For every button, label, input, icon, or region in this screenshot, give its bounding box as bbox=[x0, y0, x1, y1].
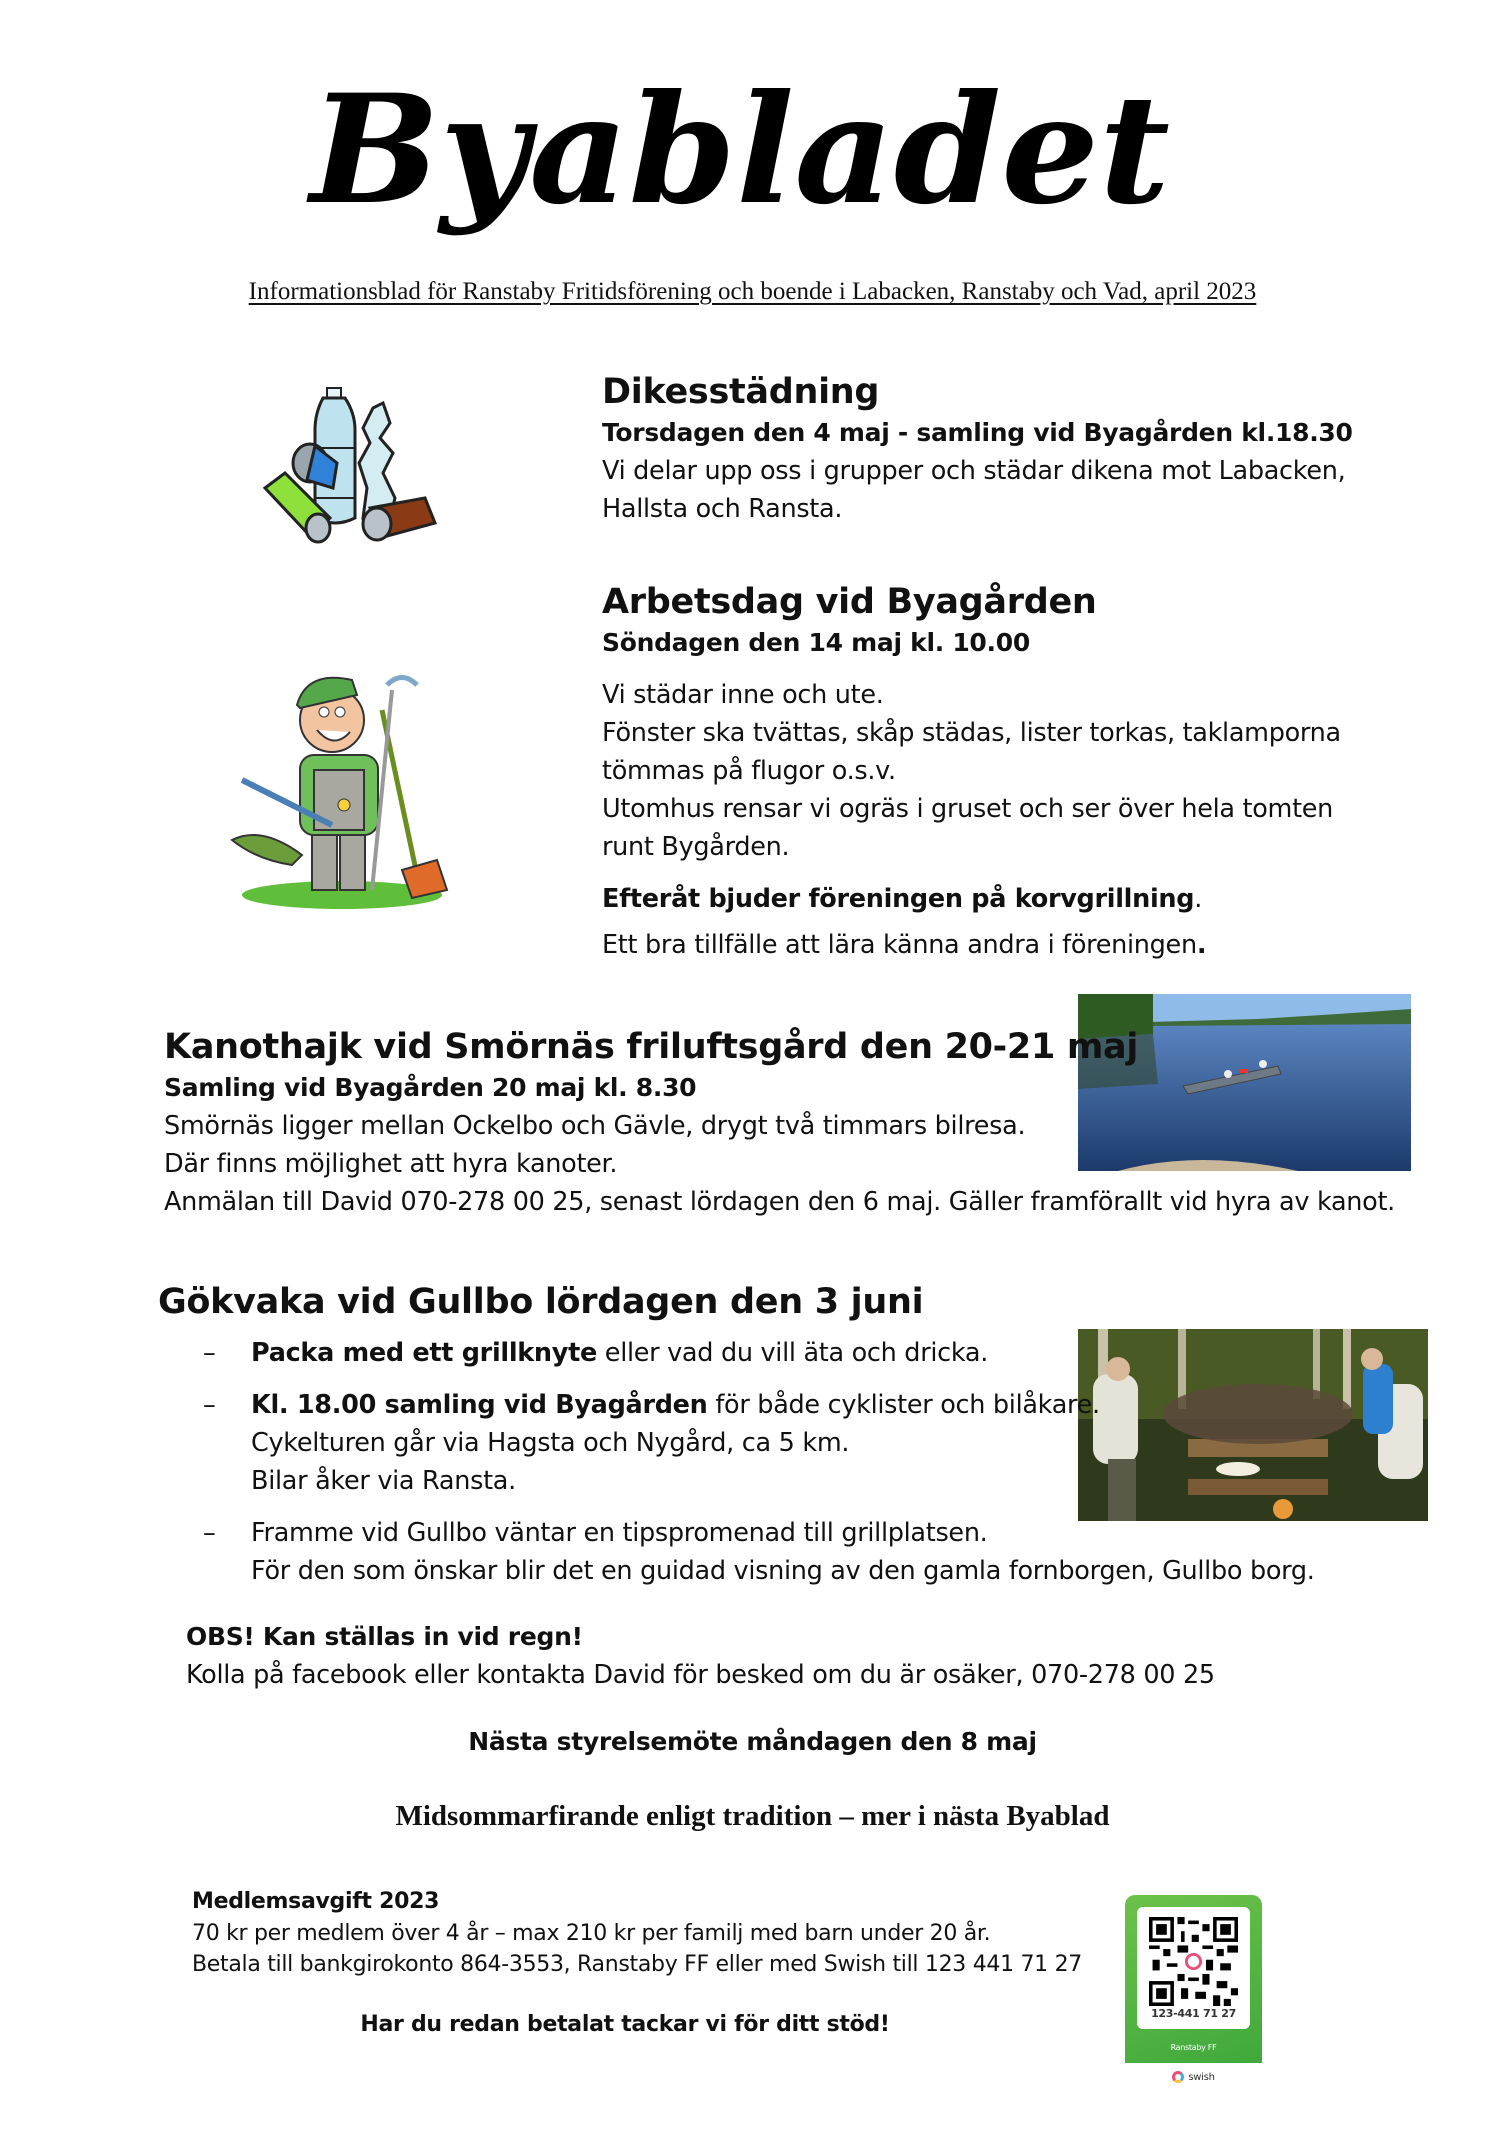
swish-footer bbox=[1125, 2063, 1262, 2093]
section-when: Söndagen den 14 maj kl. 10.00 bbox=[602, 628, 1030, 657]
closing-line bbox=[602, 926, 1402, 964]
closing-end: . bbox=[1196, 930, 1207, 960]
bold-note-end: . bbox=[1194, 884, 1203, 914]
body-line: Hallsta och Ransta. bbox=[602, 494, 843, 524]
gardener-cartoon-icon bbox=[222, 650, 462, 915]
body-line: Smörnäs ligger mellan Ockelbo och Gävle, drygt två timmars bilresa. bbox=[164, 1111, 1026, 1141]
section-when: Torsdagen den 4 maj - samling vid Byagården kl.18.30 bbox=[602, 418, 1353, 447]
body-line: Där finns möjlighet att hyra kanoter. bbox=[164, 1149, 618, 1179]
section-dikesstadning bbox=[602, 370, 1402, 528]
body-line: tömmas på flugor o.s.v. bbox=[602, 756, 896, 786]
item-bold: Kl. 18.00 samling vid Byagården bbox=[251, 1390, 708, 1420]
section-arbetsdag bbox=[602, 580, 1402, 964]
section-gokvaka bbox=[158, 1280, 1358, 1590]
closing-text: Ett bra tillfälle att lära känna andra i föreningen bbox=[602, 930, 1197, 960]
bullet-dash: – bbox=[203, 1390, 216, 1420]
item-extra-line: För den som önskar blir det en guidad visning av den gamla fornborgen, Gullbo borg. bbox=[251, 1556, 1315, 1586]
body-line: runt Bygården. bbox=[602, 832, 790, 862]
masthead-title: Byabladet bbox=[305, 62, 1170, 238]
qr-code-icon[interactable] bbox=[1149, 1917, 1238, 2006]
recycling-bottles-icon bbox=[255, 368, 455, 548]
bold-note bbox=[602, 880, 1402, 918]
item-extra-line: Bilar åker via Ransta. bbox=[251, 1466, 516, 1496]
bullet-dash: – bbox=[203, 1338, 216, 1368]
membership-line: Betala till bankgirokonto 864-3553, Ranstaby FF eller med Swish till 123 441 71 27 bbox=[192, 1952, 1082, 1977]
item-text: Framme vid Gullbo väntar en tipspromenad till grillplatsen. bbox=[251, 1518, 988, 1548]
item-text: eller vad du vill äta och dricka. bbox=[597, 1338, 989, 1368]
item-bold: Packa med ett grillknyte bbox=[251, 1338, 597, 1368]
list-item bbox=[158, 1334, 1358, 1372]
section-title: Arbetsdag vid Byagården bbox=[602, 582, 1097, 622]
body-line: Vi städar inne och ute. bbox=[602, 680, 884, 710]
subtitle-text: Informationsblad för Ranstaby Fritidsförening och boende i Labacken, Ranstaby och Vad, april 2023 bbox=[248, 278, 1257, 305]
rain-notice bbox=[186, 1618, 1386, 1694]
body-line: Anmälan till David 070-278 00 25, senast lördagen den 6 maj. Gäller framförallt vid hyra av kanot. bbox=[164, 1187, 1395, 1217]
obs-text: Kolla på facebook eller kontakta David för besked om du är osäker, 070-278 00 25 bbox=[186, 1660, 1215, 1690]
body-line: Fönster ska tvättas, skåp städas, lister torkas, taklamporna bbox=[602, 718, 1341, 748]
obs-title: OBS! Kan ställas in vid regn! bbox=[186, 1622, 583, 1651]
membership-line: 70 kr per medlem över 4 år – max 210 kr per familj med barn under 20 år. bbox=[192, 1921, 991, 1946]
membership-title: Medlemsavgift 2023 bbox=[192, 1889, 440, 1914]
bold-note-text: Efteråt bjuder föreningen på korvgrillning bbox=[602, 884, 1195, 914]
body-line: Vi delar upp oss i grupper och städar dikena mot Labacken, bbox=[602, 456, 1346, 486]
swish-org-name: Ranstaby FF bbox=[1170, 2043, 1217, 2052]
list-item bbox=[158, 1386, 1358, 1500]
thanks-message: Har du redan betalat tackar vi för ditt stöd! bbox=[360, 2012, 890, 2037]
item-extra-line: Cykelturen går via Hagsta och Nygård, ca 5 km. bbox=[251, 1428, 850, 1458]
subtitle bbox=[0, 278, 1505, 306]
bullet-dash: – bbox=[203, 1518, 216, 1548]
swish-number: 123-441 71 27 bbox=[1151, 2007, 1236, 2020]
item-text: för både cyklister och bilåkare. bbox=[707, 1390, 1100, 1420]
swish-brand: swish bbox=[1188, 2072, 1215, 2083]
swish-qr-panel bbox=[1137, 1907, 1250, 2029]
board-meeting-notice: Nästa styrelsemöte måndagen den 8 maj bbox=[468, 1727, 1037, 1756]
section-when: Samling vid Byagården 20 maj kl. 8.30 bbox=[164, 1073, 697, 1102]
section-kanothajk bbox=[164, 1025, 1414, 1221]
list-item bbox=[158, 1514, 1358, 1590]
membership-fee bbox=[192, 1886, 1092, 1980]
midsommar-notice: Midsommarfirande enligt tradition – mer i nästa Byablad bbox=[395, 1800, 1110, 1832]
section-title: Kanothajk vid Smörnäs friluftsgård den 20-21 maj bbox=[164, 1027, 1139, 1067]
swish-logo-icon bbox=[1172, 2071, 1184, 2083]
section-title: Gökvaka vid Gullbo lördagen den 3 juni bbox=[158, 1282, 924, 1322]
section-title: Dikesstädning bbox=[602, 372, 880, 412]
body-line: Utomhus rensar vi ogräs i gruset och ser över hela tomten bbox=[602, 794, 1334, 824]
swish-qr-card[interactable] bbox=[1125, 1895, 1262, 2090]
masthead-logo bbox=[300, 52, 1180, 242]
gokvaka-list bbox=[158, 1334, 1358, 1590]
